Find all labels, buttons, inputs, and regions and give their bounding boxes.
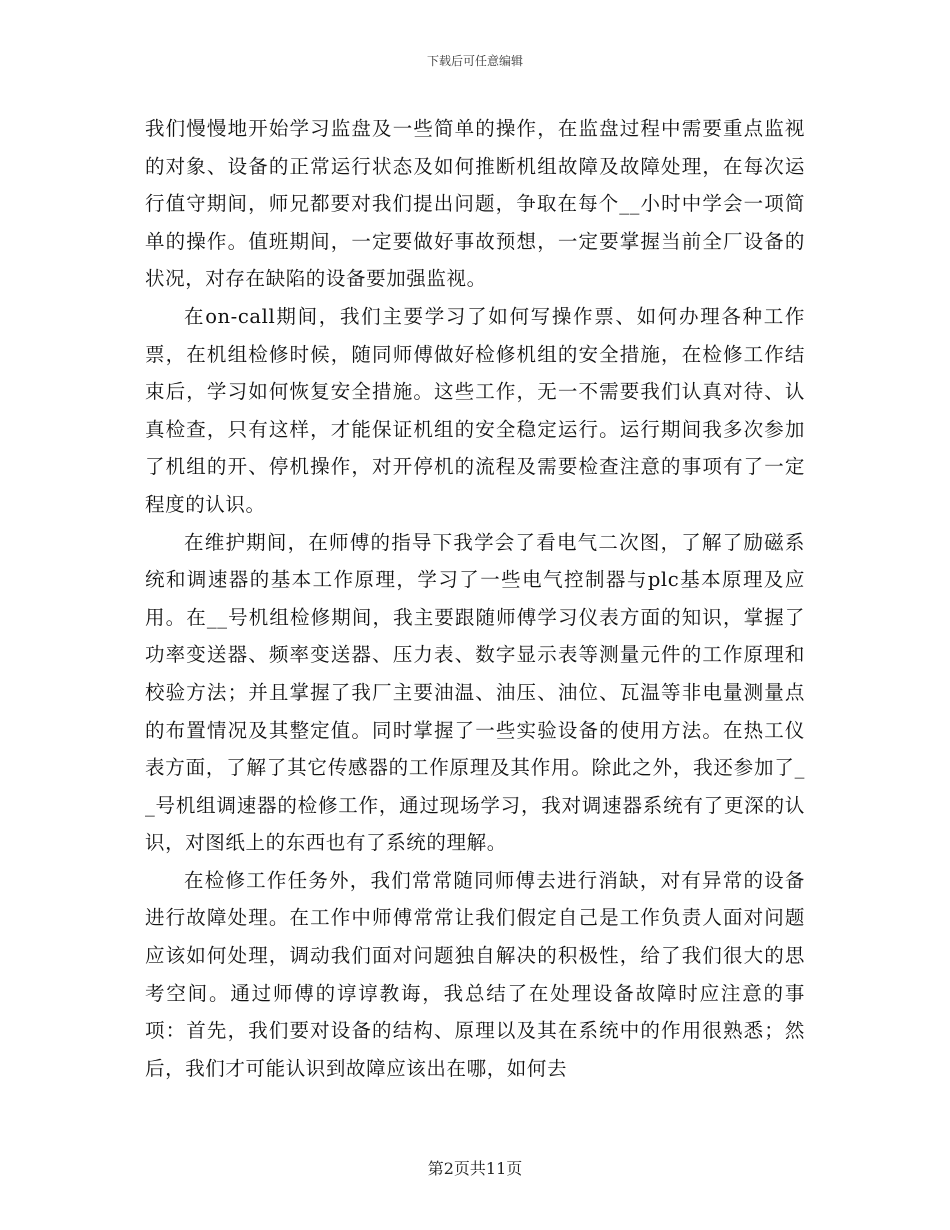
- paragraph-on-call: 在on-call期间，我们主要学习了如何写操作票、如何办理各种工作票，在机组检修时候，随同师傅做好检修机组的安全措施，在检修工作结束后，学习如何恢复安全措施。这些工作，无一不需要我们认真对待、认真检查，只有这样，才能保证机组的安全稳定运行。运行期间我多次参加了机组的开、停机操作，对开停机的流程及需要检查注意的事项有了一定程度的认识。: [145, 304, 805, 516]
- paragraph-monitoring: 我们慢慢地开始学习监盘及一些简单的操作，在监盘过程中需要重点监视的对象、设备的正常运行状态及如何推断机组故障及故障处理，在每次运行值守期间，师兄都要对我们提出问题，争取在每个__小时中学会一项简单的操作。值班期间，一定要做好事故预想，一定要掌握当前全厂设备的状况，对存在缺陷的设备要加强监视。: [145, 117, 805, 291]
- page-header: 下载后可任意编辑: [426, 54, 523, 68]
- paragraph-troubleshooting: 在检修工作任务外，我们常常随同师傅去进行消缺，对有异常的设备进行故障处理。在工作中师傅常常让我们假定自己是工作负责人面对问题应该如何处理，调动我们面对问题独自解决的积极性，给了我们很大的思考空间。通过师傅的谆谆教诲，我总结了在处理设备故障时应注意的事项：首先，我们要对设备的结构、原理以及其在系统中的作用很熟悉；然后，我们才可能认识到故障应该出在哪，如何去: [145, 868, 805, 1080]
- paragraph-maintenance: 在维护期间，在师傅的指导下我学会了看电气二次图，了解了励磁系统和调速器的基本工作原理，学习了一些电气控制器与plc基本原理及应用。在__号机组检修期间，我主要跟随师傅学习仪表方面的知识，掌握了功率变送器、频率变送器、压力表、数字显示表等测量元件的工作原理和校验方法；并且掌握了我厂主要油温、油压、油位、瓦温等非电量测量点的布置情况及其整定值。同时掌握了一些实验设备的使用方法。在热工仪表方面，了解了其它传感器的工作原理及其作用。除此之外，我还参加了__号机组调速器的检修工作，通过现场学习，我对调速器系统有了更深的认识，对图纸上的东西也有了系统的理解。: [145, 530, 805, 855]
- document-body: [145, 110, 805, 1087]
- page-number: 第2页共11页: [427, 1159, 523, 1178]
